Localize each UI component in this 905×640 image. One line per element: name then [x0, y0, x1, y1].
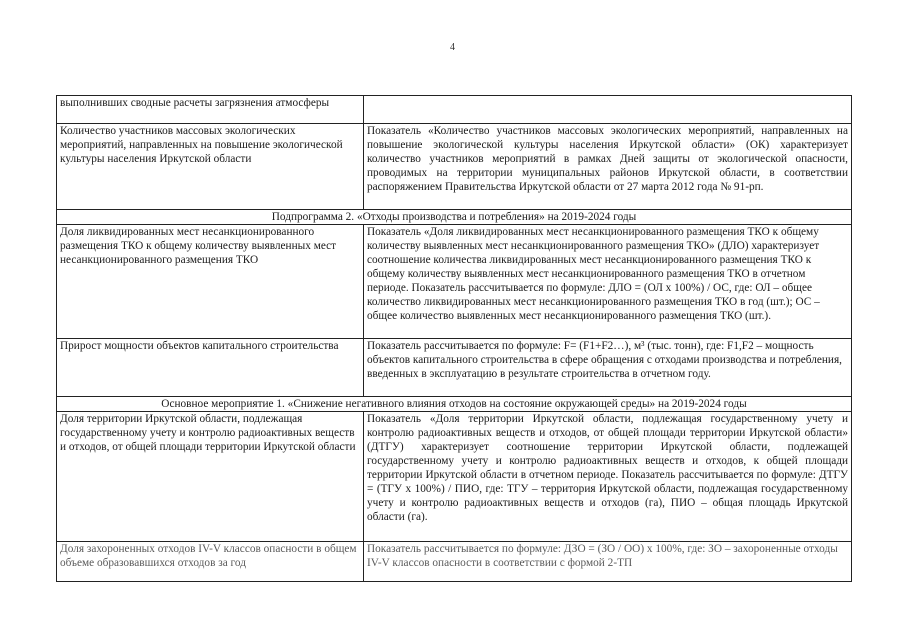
indicator-description-cell: Показатель рассчитывается по формуле: F= (F1+F2…), м³ (тыс. тонн), где: F1,F2 – мощность объектов капитального строительства в сфере обращения с отходами производства и потребления, введенных в эксплуатацию в результате строительства в отчетном году. [364, 339, 852, 397]
indicator-name-cell: Прирост мощности объектов капитального строительства [57, 339, 364, 397]
section-header-row [57, 210, 852, 225]
indicator-name-cell: Количество участников массовых экологических мероприятий, направленных на повышение экологической культуры населения Иркутской области [57, 124, 364, 210]
table-row [57, 225, 852, 339]
indicator-description-cell: Показатель рассчитывается по формуле: ДЗО = (ЗО / ОО) x 100%, где: ЗО – захороненные отходы IV-V классов опасности в соответствии с формой 2-ТП [364, 542, 852, 582]
table-row [57, 412, 852, 542]
table-row [57, 542, 852, 582]
section-title: Основное мероприятие 1. «Снижение негативного влияния отходов на состояние окружающей среды» на 2019-2024 годы [57, 397, 852, 412]
indicators-table [56, 95, 852, 582]
table-row [57, 96, 852, 124]
indicator-name-cell: Доля захороненных отходов IV-V классов опасности в общем объеме образовавшихся отходов за год [57, 542, 364, 582]
table-row [57, 124, 852, 210]
indicator-description-cell: Показатель «Доля территории Иркутской области, подлежащая государственному учету и контролю радиоактивных веществ и отходов, от общей площади территории Иркутской области» (ДТГУ) характеризует соотношение территории Иркутской области, подлежащей государственному учету и контролю радиоактивных веществ и отходов, к общей площади территории Иркутской области в отчетном периоде. Показатель рассчитывается по формуле: ДТГУ = (ТГУ x 100%) / ПИО, где: ТГУ – территория Иркутской области, подлежащая государственному учету и контролю радиоактивных веществ и отходов (га), ПИО – общая площадь Иркутской области (га). [364, 412, 852, 542]
table-row [57, 339, 852, 397]
section-title: Подпрограмма 2. «Отходы производства и потребления» на 2019-2024 годы [57, 210, 852, 225]
indicator-description-cell: Показатель «Количество участников массовых экологических мероприятий, направленных на повышение экологической культуры населения Иркутской области» (ОК) характеризует количество участников мероприятий в рамках Дней защиты от экологической опасности, проводимых на территории муниципальных районов Иркутской области, в соответствии распоряжением Правительства Иркутской области от 27 марта 2012 года № 91-рп. [364, 124, 852, 210]
indicator-name-cell: Доля ликвидированных мест несанкционированного размещения ТКО к общему количеству выявленных мест несанкционированного размещения ТКО [57, 225, 364, 339]
indicator-name-cell: Доля территории Иркутской области, подлежащая государственному учету и контролю радиоактивных веществ и отходов, от общей площади территории Иркутской области [57, 412, 364, 542]
indicator-description-cell [364, 96, 852, 124]
indicator-name-cell: выполнивших сводные расчеты загрязнения атмосферы [57, 96, 364, 124]
section-header-row [57, 397, 852, 412]
indicator-description-cell: Показатель «Доля ликвидированных мест несанкционированного размещения ТКО к общему количеству выявленных мест несанкционированного размещения ТКО» (ДЛО) характеризует соотношение количества ликвидированных мест несанкционированного размещения ТКО к общему количеству выявленных мест несанкционированного размещения ТКО в отчетном периоде. Показатель рассчитывается по формуле: ДЛО = (ОЛ x 100%) / ОС, где: ОЛ – общее количество ликвидированных мест несанкционированного размещения ТКО в год (шт.); ОС – общее количество выявленных мест несанкционированного размещения ТКО (шт.). [364, 225, 852, 339]
page-number: 4 [450, 42, 455, 53]
